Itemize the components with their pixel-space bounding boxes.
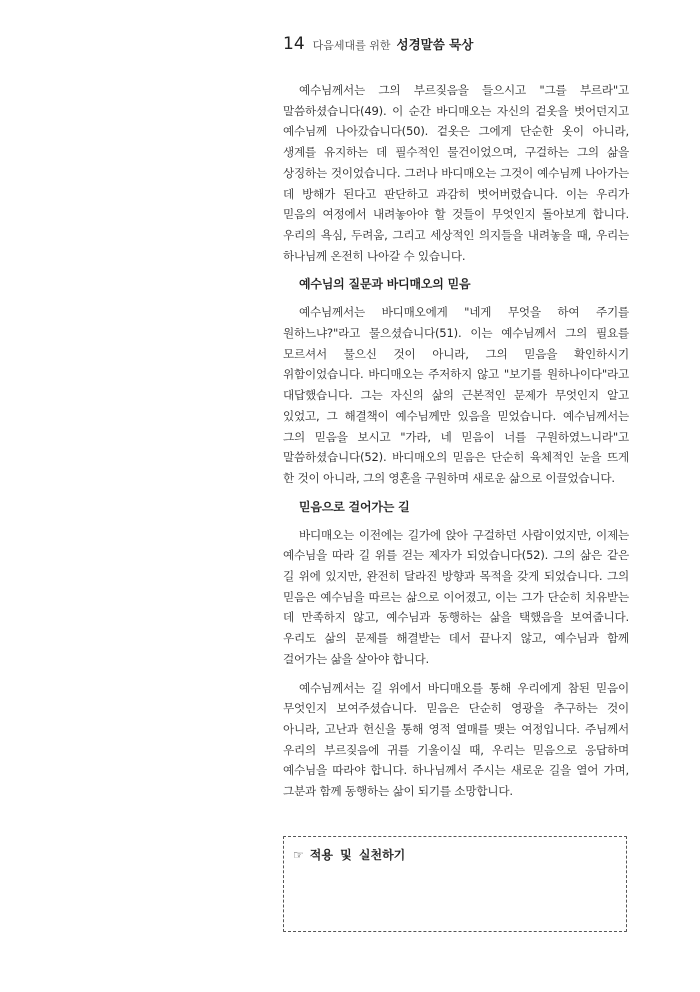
subheading-jesus-question: 예수님의 질문과 바디매오의 믿음 (299, 277, 471, 292)
subheading-walking-in-faith: 믿음으로 걸어가는 길 (299, 499, 410, 514)
paragraph-2: 예수님께서는 바디매오에게 "네게 무엇을 하여 주기를 원하느냐?"라고 물으셨습니다(51). 이는 예수님께서 그의 필요를 모르셔서 물으신 것이 아니라, 그의 믿음을 확인하시기 위함이었습니다. 바디매오는 주저하지 않고 "보기를 원하나이다"라고 대답했습니다. 그는 자신의 삶의 근본적인 문제가 무엇인지 알고 있었고, 그 해결책이 예수님께만 있음을 믿었습니다. 예수님께서는 그의 믿음을 보시고 "가라, 네 믿음이 너를 구원하였느니라"고 말씀하셨습니다(52). 바디매오의 믿음은 단순히 육체적인 눈을 뜨게 한 것이 아니라, 그의 영혼을 구원하며 새로운 삶으로 이끌었습니다. (283, 305, 629, 485)
paragraph-3: 바디매오는 이전에는 길가에 앉아 구걸하던 사람이었지만, 이제는 예수님을 따라 길 위를 걷는 제자가 되었습니다(52). 그의 삶은 같은 길 위에 있지만, 완전히 달라진 방향과 목적을 갖게 되었습니다. 그의 믿음은 예수님을 따르는 삶으로 이어졌고, 이는 그가 단순히 치유받는 데 만족하지 않고, 예수님과 동행하는 삶을 택했음을 보여줍니다. 우리도 삶의 문제를 해결받는 데서 끝나지 않고, 예수님과 함께 걸어가는 삶을 살아야 합니다. (283, 527, 629, 666)
header-series-label: 다음세대를 위한 (312, 39, 391, 52)
page-number: 14 (283, 34, 305, 54)
page-header (283, 34, 629, 60)
application-heading (293, 846, 405, 863)
pointing-hand-icon: ☞ (293, 848, 304, 862)
paragraph-4: 예수님께서는 길 위에서 바디매오를 통해 우리에게 참된 믿음이 무엇인지 보여주셨습니다. 믿음은 단순히 영광을 추구하는 것이 아니라, 고난과 헌신을 통해 영적 열매를 맺는 여정입니다. 주님께서 우리의 부르짖음에 귀를 기울이실 때, 우리는 믿음으로 응답하며 예수님을 따라야 합니다. 하나님께서 주시는 새로운 길을 열어 가며, 그분과 함께 동행하는 삶이 되기를 소망합니다. (283, 680, 629, 799)
page-content (283, 34, 629, 810)
paragraph-1: 예수님께서는 그의 부르짖음을 들으시고 "그를 부르라"고 말씀하셨습니다(49). 이 순간 바디매오는 자신의 겉옷을 벗어던지고 예수님께 나아갔습니다(50). 겉옷은 그에게 단순한 옷이 아니라, 생계를 유지하는 데 필수적인 물건이었으며, 구걸하는 그의 삶을 상징하는 것이었습니다. 그러나 바디매오는 그것이 예수님께 나아가는 데 방해가 된다고 판단하고 과감히 벗어버렸습니다. 이는 우리가 믿음의 여정에서 내려놓아야 할 것들이 무엇인지 돌아보게 합니다. 우리의 욕심, 두려움, 그리고 세상적인 의지들을 내려놓을 때, 우리는 하나님께 온전히 나아갈 수 있습니다. (283, 83, 629, 263)
application-title: 적용 및 실천하기 (309, 848, 406, 862)
application-box (283, 836, 627, 932)
header-title: 성경말씀 묵상 (396, 37, 474, 52)
body-text (283, 80, 629, 802)
